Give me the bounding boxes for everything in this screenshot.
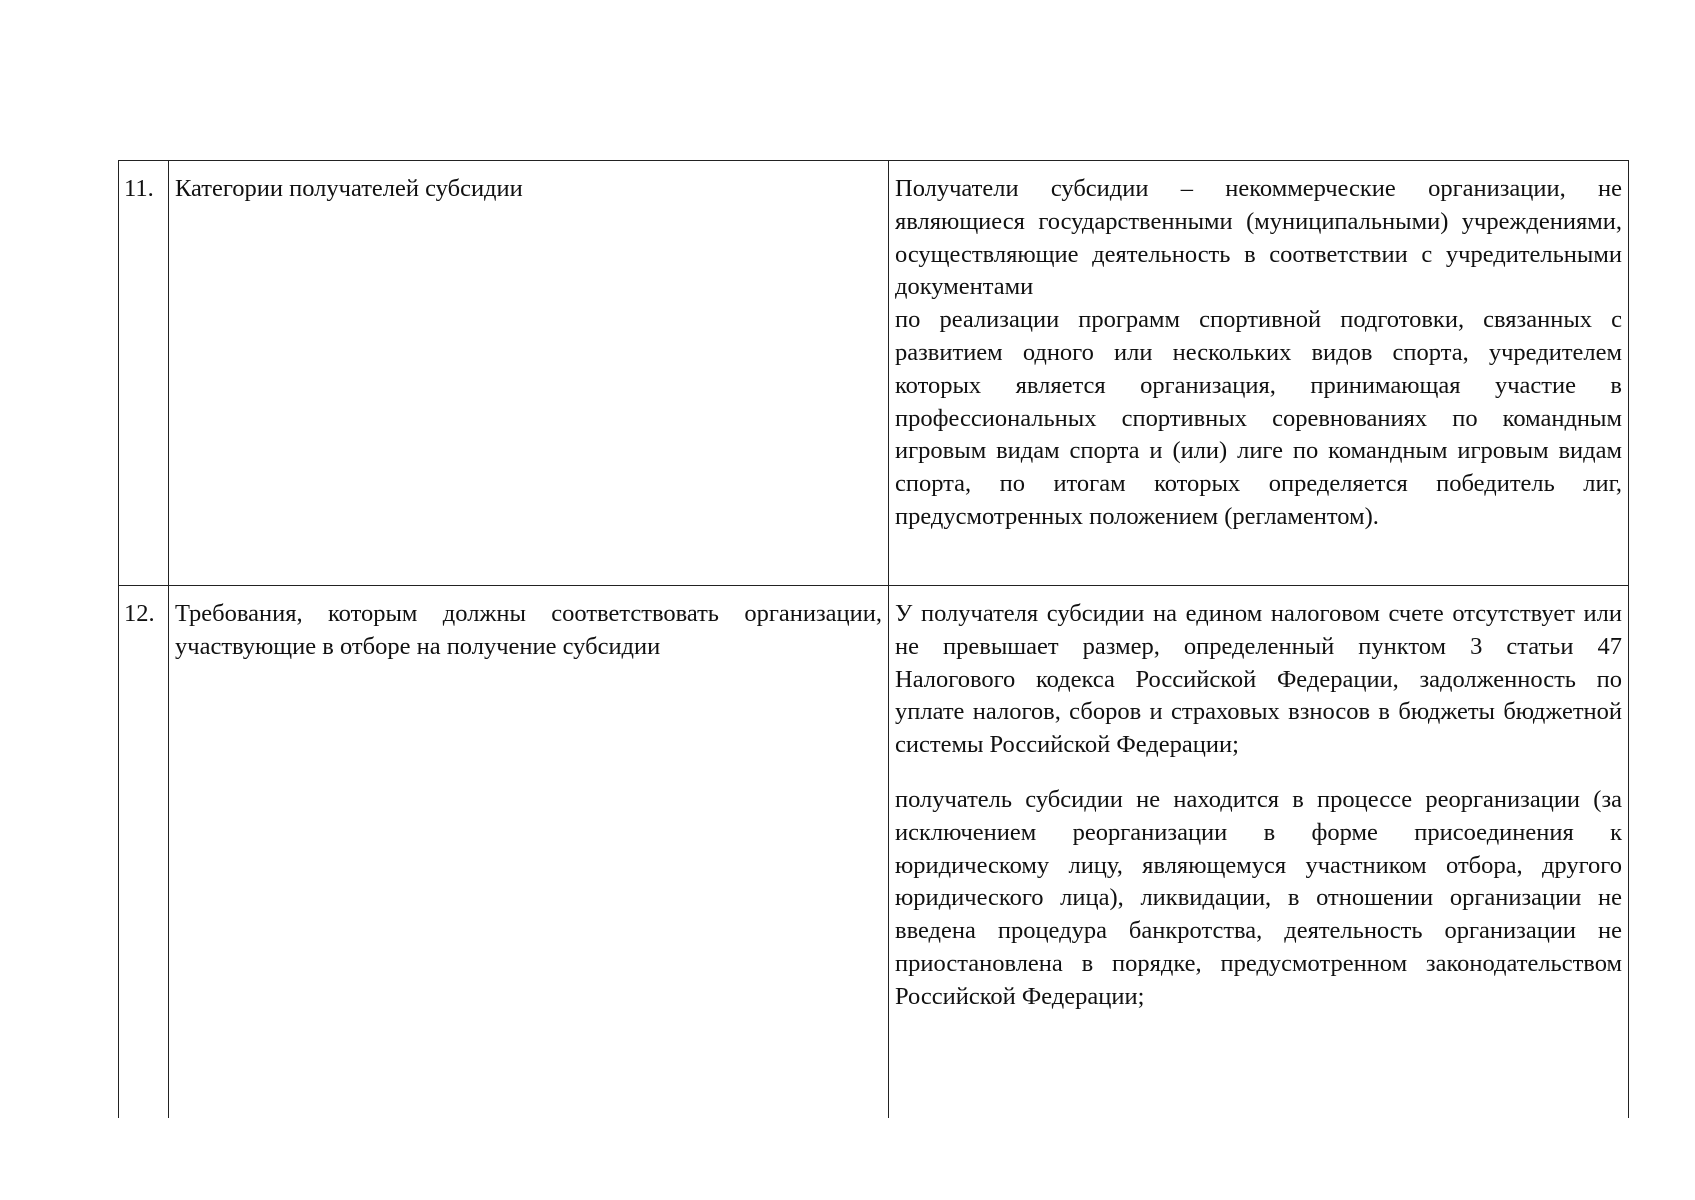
row-title: Категории получателей субсидии: [175, 175, 523, 202]
row-number: 11.: [119, 161, 169, 586]
subsidy-requirements-table: [118, 160, 1629, 1118]
table-row: [119, 161, 1629, 586]
description-paragraph: У получателя субсидии на едином налоговом счете отсутствует или не превышает размер, определенный пунктом 3 статьи 47 Налогового кодекса Российской Федерации, задолженность по уплате налогов, сборов и страховых взносов в бюджеты бюджетной системы Российской Федерации;: [895, 600, 1622, 759]
table-row: [119, 586, 1629, 1119]
description-paragraph: получатель субсидии не находится в процессе реорганизации (за исключением реорганизации в форме присоединения к юридическому лицу, являющемуся участником отбора, другого юридического лица), ликвидации, в отношении организации не введена процедура банкротства, деятельность организации не приостановлена в порядке, предусмотренном законодательством Российской Федерации;: [895, 785, 1622, 1010]
row-number: 12.: [119, 586, 169, 1119]
description-paragraph: по реализации программ спортивной подготовки, связанных с развитием одного или нескольких видов спорта, учредителем которых является организация, принимающая участие в профессиональных спортивных соревнованиях по командным игровым видам спорта и (или) лиге по командным игровым видам спорта, по итогам которых определяется победитель лиг, предусмотренных положением (регламентом).: [895, 306, 1622, 530]
row-title: Требования, которым должны соответствовать организации, участвующие в отборе на получение субсидии: [175, 600, 882, 660]
row-title-cell: [169, 586, 889, 1119]
row-description-cell: [889, 586, 1629, 1119]
row-description: [889, 161, 1628, 542]
row-title-cell: [169, 161, 889, 586]
description-paragraph: Получатели субсидии – некоммерческие организации, не являющиеся государственными (муниципальными) учреждениями, осуществляющие деятельность в соответствии с учредительными документами: [895, 175, 1622, 301]
row-description: [889, 586, 1628, 1022]
row-description-cell: [889, 161, 1629, 586]
